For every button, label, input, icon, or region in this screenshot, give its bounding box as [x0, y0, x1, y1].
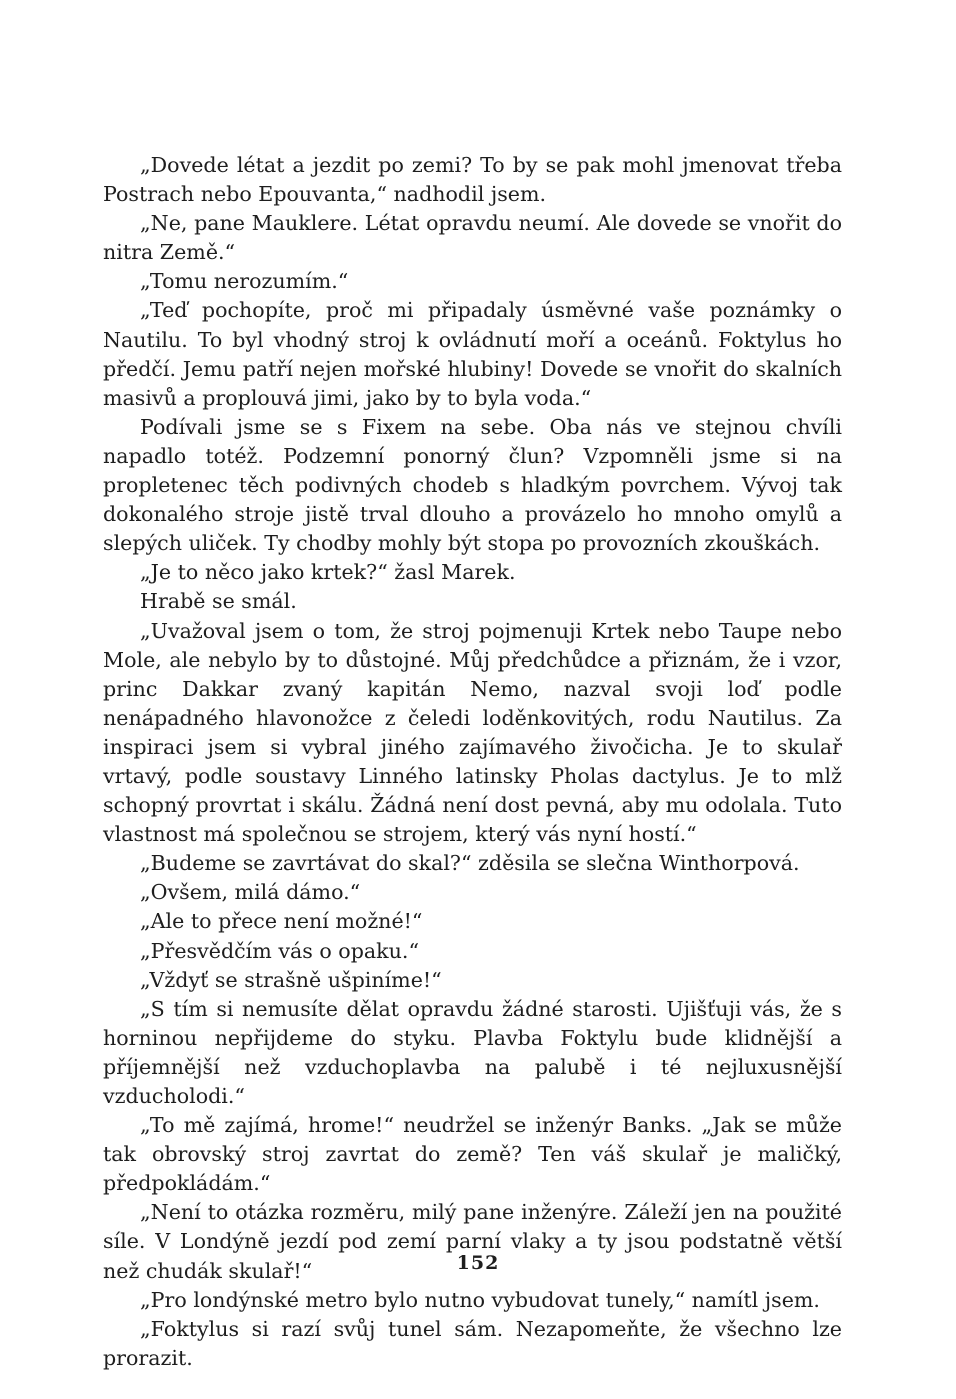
- paragraph: „To mě zajímá, hrome!“ neudržel se inženýr Banks. „Jak se může tak obrovský stroj zavrtat do země? Ten váš skulař je maličký, předpokládám.“: [103, 1113, 842, 1196]
- paragraph: „Ale to přece není možné!“: [140, 909, 423, 934]
- page-number: 152: [456, 1252, 500, 1274]
- paragraph: „Ovšem, milá dámo.“: [140, 880, 361, 905]
- body-text: [103, 151, 842, 1373]
- paragraph: „Pro londýnské metro bylo nutno vybudovat tunely,“ namítl jsem.: [140, 1287, 820, 1312]
- paragraph: „Přesvědčím vás o opaku.“: [140, 938, 419, 963]
- paragraph: „Vždyť se strašně ušpiníme!“: [140, 967, 442, 992]
- paragraph: „Ne, pane Mauklere. Létat opravdu neumí. Ale dovede se vnořit do nitra Země.“: [103, 211, 842, 265]
- paragraph: „S tím si nemusíte dělat opravdu žádné starosti. Ujišťuji vás, že s horninou nepřijdeme do styku. Plavba Foktylu bude klidnější a příjemnější než vzduchoplavba na palubě i té nejluxusnější vzducholodi.“: [103, 996, 842, 1108]
- paragraph: „Dovede létat a jezdit po zemi? To by se pak mohl jmenovat třeba Postrach nebo Epouvanta,“ nadhodil jsem.: [103, 153, 842, 207]
- paragraph: Podívali jsme se s Fixem na sebe. Oba nás ve stejnou chvíli napadlo totéž. Podzemní ponorný člun? Vzpomněli jsme si na propletenec těch podivných chodeb s hladkým povrchem. Vývoj tak dokonalého stroje jistě trval dlouho a provázelo ho mnoho omylů a slepých uliček. Ty chodby mohly být stopa po provozních zkouškách.: [103, 414, 842, 556]
- paragraph: „Je to něco jako krtek?“ žasl Marek.: [140, 560, 516, 585]
- paragraph: „Budeme se zavrtávat do skal?“ zděsila se slečna Winthorpová.: [140, 851, 800, 876]
- paragraph: Hrabě se smál.: [140, 589, 297, 614]
- paragraph: „Foktylus si razí svůj tunel sám. Nezapomeňte, že všechno lze prorazit.: [103, 1316, 842, 1370]
- paragraph: „Tomu nerozumím.“: [140, 269, 349, 294]
- paragraph: „Teď pochopíte, proč mi připadaly úsměvné vaše poznámky o Nautilu. To byl vhodný stroj k ovládnutí moří a oceánů. Foktylus ho předčí. Jemu patří nejen mořské hlubiny! Dovede se vnořit do skalních masivů a proplouvá jimi, jako by to byla voda.“: [103, 298, 842, 410]
- paragraph: „Uvažoval jsem o tom, že stroj pojmenuji Krtek nebo Taupe nebo Mole, ale nebylo by to důstojné. Můj předchůdce a přiznám, že i vzor, princ Dakkar zvaný kapitán Nemo, nazval svoji loď podle nenápadného hlavonožce z čeledi loděnkovitých, rodu Nautilus. Za inspiraci jsem si vybral jiného zajímavého živočicha. Je to skulař vrtavý, podle soustavy Linného latinsky Pholas dactylus. Je to mlž schopný provrtat i skálu. Žádná není dost pevná, aby mu odolala. Tuto vlastnost má společnou se strojem, který vás nyní hostí.“: [103, 618, 842, 847]
- paragraph: „Není to otázka rozměru, milý pane inženýre. Záleží jen na použité síle. V Londýně jezdí pod zemí parní vlaky a ty jsou podstatně větší než chudák skulař!“: [103, 1200, 842, 1283]
